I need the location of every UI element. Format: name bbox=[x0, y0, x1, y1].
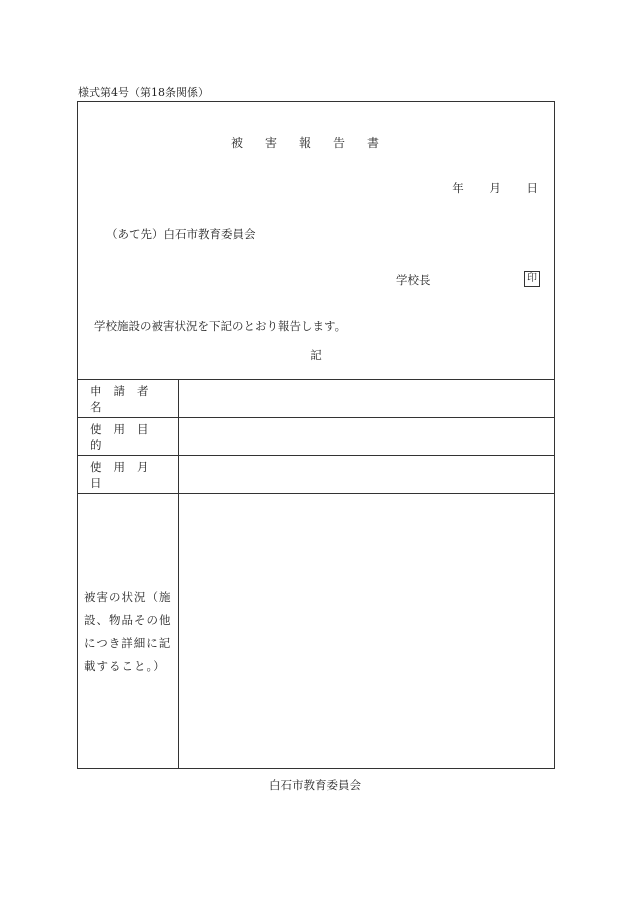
damage-label: 被害の状況（施設、物品その他につき詳細に記載すること。） bbox=[78, 494, 179, 769]
principal-label: 学校長 bbox=[396, 273, 431, 287]
damage-row bbox=[78, 493, 554, 769]
form-title: 被害報告書 bbox=[230, 136, 401, 150]
date-line bbox=[430, 180, 538, 196]
applicant-row bbox=[78, 379, 554, 417]
year-label: 年 bbox=[452, 181, 464, 195]
purpose-field[interactable] bbox=[179, 418, 554, 455]
report-form-frame bbox=[77, 101, 555, 769]
seal-box: 印 bbox=[524, 271, 540, 287]
applicant-field[interactable] bbox=[179, 380, 554, 417]
month-label: 月 bbox=[489, 181, 501, 195]
addressee: （あて先）白石市教育委員会 bbox=[106, 227, 256, 241]
date-of-use-row bbox=[78, 455, 554, 493]
date-of-use-field[interactable] bbox=[179, 456, 554, 493]
day-label: 日 bbox=[526, 181, 538, 195]
date-of-use-label: 使用月日 bbox=[78, 456, 179, 493]
damage-field[interactable] bbox=[179, 494, 554, 769]
report-statement: 学校施設の被害状況を下記のとおり報告します。 bbox=[94, 319, 347, 333]
purpose-label: 使用目的 bbox=[78, 418, 179, 455]
ki-heading: 記 bbox=[310, 348, 322, 362]
footer-issuer: 白石市教育委員会 bbox=[269, 778, 361, 792]
form-number-label: 様式第4号（第18条関係） bbox=[78, 86, 209, 99]
applicant-label: 申請者名 bbox=[78, 380, 179, 417]
purpose-row bbox=[78, 417, 554, 455]
